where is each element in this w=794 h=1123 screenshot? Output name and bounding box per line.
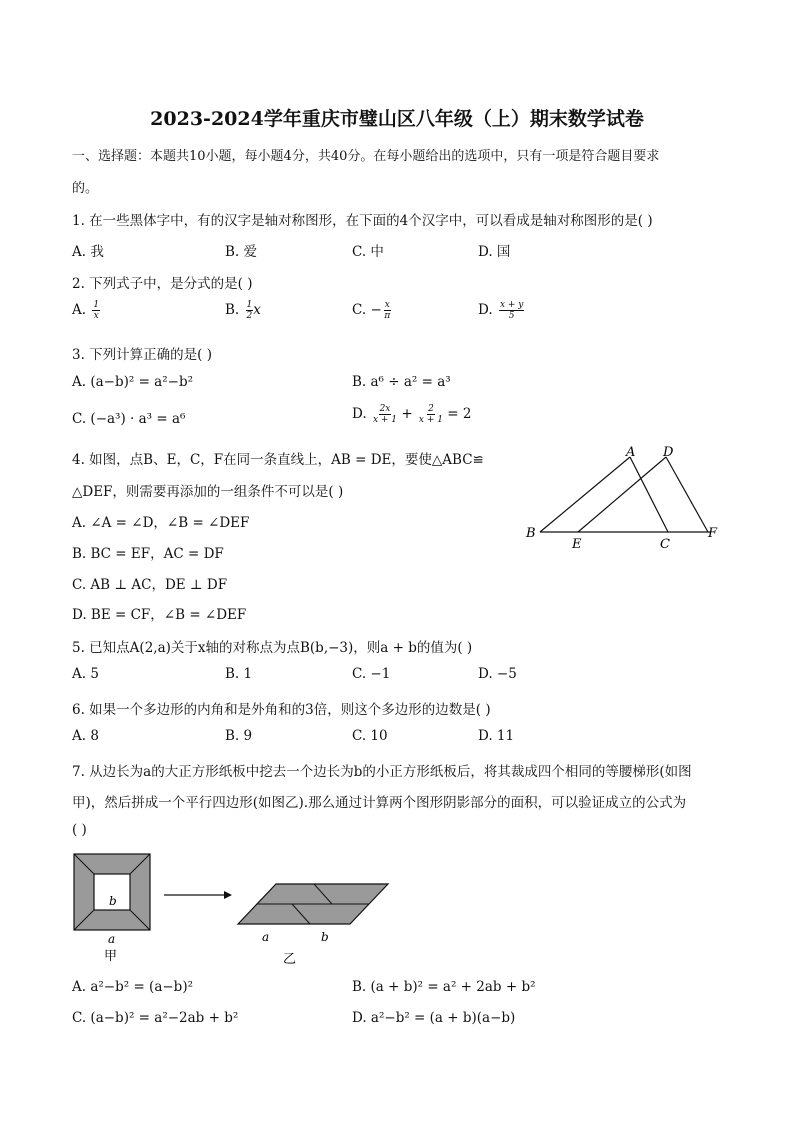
q3-option-a[interactable]: A. (a−b)² = a²−b² — [72, 374, 193, 390]
q7-option-b[interactable]: B. (a + b)² = a² + 2ab + b² — [352, 979, 536, 995]
q1-option-c[interactable]: C. 中 — [352, 244, 384, 260]
question-7-stem-cont: 甲)，然后拼成一个平行四边形(如图乙).那么通过计算两个图形阴影部分的面积，可以验证成立的公式为 — [72, 795, 687, 811]
q2-d-label: D. — [478, 302, 493, 318]
q5-option-b[interactable]: B. 1 — [225, 666, 253, 682]
fig-label-F: F — [708, 526, 718, 541]
q3-d-fraction-2: $\frac{2}{x + 1}$ — [418, 404, 443, 425]
q2-option-b[interactable] — [225, 300, 261, 321]
q3-d-tail: = 2 — [447, 406, 472, 422]
q2-b-fraction: $\frac{1}{2}$ — [246, 300, 253, 321]
q6-option-a[interactable]: A. 8 — [72, 728, 99, 744]
q2-c-sign: − — [370, 302, 382, 318]
square-to-parallelogram-figure — [66, 848, 396, 968]
fig-label-b-bottom: b — [321, 930, 329, 944]
q2-b-label: B. — [225, 302, 240, 318]
q4-option-b[interactable]: B. BC = EF，AC = DF — [72, 546, 224, 562]
q1-option-b[interactable]: B. 爱 — [225, 244, 258, 260]
q6-option-b[interactable]: B. 9 — [225, 728, 253, 744]
q5-option-d[interactable]: D. −5 — [478, 666, 517, 682]
question-7-stem-paren: ( ) — [72, 822, 87, 838]
q2-c-label: C. — [352, 302, 367, 318]
q1-option-a[interactable]: A. 我 — [72, 244, 104, 260]
q3-option-d[interactable] — [352, 404, 472, 425]
question-2-stem: 2. 下列式子中，是分式的是( ) — [72, 276, 253, 292]
question-5-stem: 5. 已知点A(2,a)关于x轴的对称点为点B(b,−3)，则a + b的值为( ) — [72, 640, 473, 656]
q7-option-a[interactable]: A. a²−b² = (a−b)² — [72, 979, 193, 995]
q4-option-c[interactable]: C. AB ⊥ AC，DE ⊥ DF — [72, 577, 228, 593]
q3-option-b[interactable]: B. a⁶ ÷ a² = a³ — [352, 374, 451, 390]
section-instructions: 一、选择题：本题共10小题，每小题4分，共40分。在每小题给出的选项中，只有一项是符合题目要求 — [72, 149, 660, 164]
q2-option-a[interactable] — [72, 300, 100, 321]
q4-option-a[interactable]: A. ∠A = ∠D，∠B = ∠DEF — [72, 515, 250, 531]
fig-label-E: E — [572, 537, 582, 552]
fig-label-D: D — [663, 445, 674, 460]
page-title: 2023-2024学年重庆市璧山区八年级（上）期末数学试卷 — [150, 108, 644, 130]
q7-option-c[interactable]: C. (a−b)² = a²−2ab + b² — [72, 1010, 239, 1026]
fig-label-b-inner: b — [109, 894, 117, 908]
q1-option-d[interactable]: D. 国 — [478, 244, 511, 260]
fig-label-B: B — [526, 526, 536, 541]
question-4-stem-cont: △DEF，则需要再添加的一组条件不可以是( ) — [72, 484, 344, 500]
q4-option-d[interactable]: D. BE = CF，∠B = ∠DEF — [72, 607, 247, 623]
q5-option-a[interactable]: A. 5 — [72, 666, 99, 682]
question-1-stem: 1. 在一些黑体字中，有的汉字是轴对称图形，在下面的4个汉字中，可以看成是轴对称图形的是( ) — [72, 213, 653, 229]
question-6-stem: 6. 如果一个多边形的内角和是外角和的3倍，则这个多边形的边数是( ) — [72, 702, 491, 718]
q3-d-fraction-1: $\frac{2x}{x + 1}$ — [372, 404, 398, 425]
q2-b-tail: x — [253, 302, 261, 318]
triangles-figure — [520, 440, 730, 552]
q2-c-fraction: $\frac{x}{\pi}$ — [384, 300, 391, 321]
question-3-stem: 3. 下列计算正确的是( ) — [72, 347, 212, 363]
question-4-stem: 4. 如图，点B、E，C，F在同一条直线上，AB = DE，要使△ABC≌ — [72, 452, 484, 468]
q2-option-c[interactable] — [352, 300, 391, 321]
section-instructions-cont: 的。 — [72, 181, 99, 196]
q2-d-fraction: $\frac{x + y}{5}$ — [499, 300, 524, 321]
fig-label-a-bottom: a — [262, 930, 270, 944]
fig-label-C: C — [660, 537, 670, 552]
q7-option-d[interactable]: D. a²−b² = (a + b)(a−b) — [352, 1010, 516, 1026]
q6-option-d[interactable]: D. 11 — [478, 728, 515, 744]
question-7-stem: 7. 从边长为a的大正方形纸板中挖去一个边长为b的小正方形纸板后，将其裁成四个相同的等腰梯形(如图 — [72, 764, 692, 780]
fig-caption-yi: 乙 — [283, 952, 297, 967]
q5-option-c[interactable]: C. −1 — [352, 666, 391, 682]
q3-d-label: D. — [352, 406, 367, 422]
fig-label-a-side: a — [108, 932, 116, 946]
fig-label-A: A — [626, 445, 636, 460]
q3-d-plus: + — [401, 406, 413, 422]
q6-option-c[interactable]: C. 10 — [352, 728, 388, 744]
q2-a-fraction: $\frac{1}{x}$ — [93, 300, 100, 321]
fig-caption-jia: 甲 — [104, 949, 118, 964]
q3-option-c[interactable]: C. (−a³) · a³ = a⁶ — [72, 411, 186, 427]
q2-a-label: A. — [72, 302, 87, 318]
q2-option-d[interactable] — [478, 300, 524, 321]
